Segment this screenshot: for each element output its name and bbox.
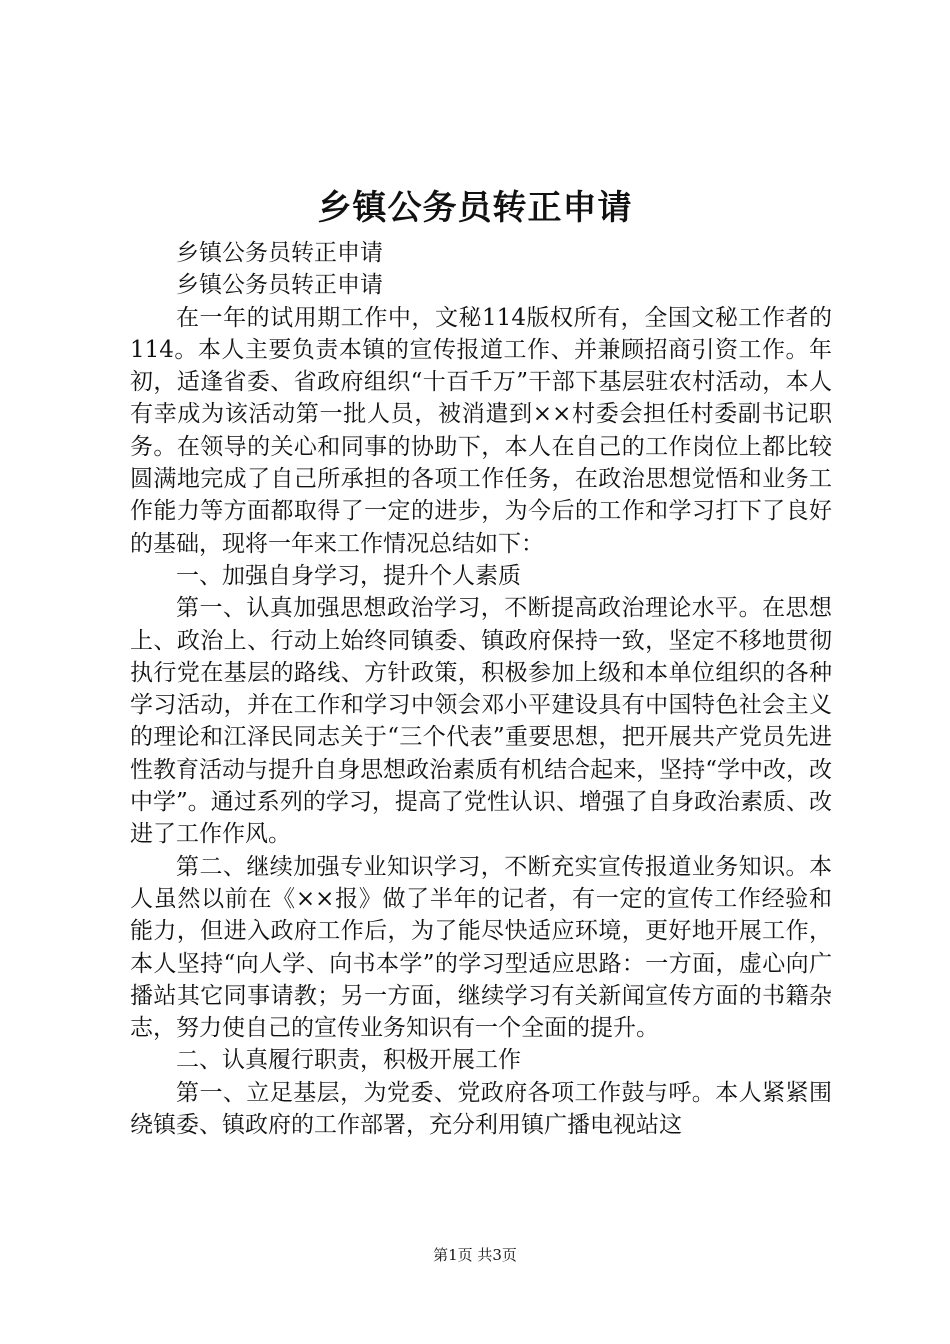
section-heading-2: 二、认真履行职责，积极开展工作 [176, 1047, 521, 1074]
section-heading-1: 一、加强自身学习，提升个人素质 [176, 562, 521, 589]
paragraph-professional-study: 第二、继续加强专业知识学习，不断充实宣传报道业务知识。本人虽然以前在《××报》做了半年的记者，有一定的宣传工作经验和能力，但进入政府工作后，为了能尽快适应环境，更好地开展工作，本人坚持“向人学、向书本学”的学习型适应思路：一方面，虚心向广播站其它同事请教；另一方面，继续学习有关新闻宣传方面的书籍杂志，努力使自己的宣传业务知识有一个全面的提升。 [130, 853, 832, 1042]
paragraph-intro: 在一年的试用期工作中，文秘114版权所有，全国文秘工作者的114。本人主要负责本镇的宣传报道工作、并兼顾招商引资工作。年初，适逢省委、省政府组织“十百千万”干部下基层驻农村活动，本人有幸成为该活动第一批人员，被消遣到××村委会担任村委副书记职务。在领导的关心和同事的协助下，本人在自己的工作岗位上都比较圆满地完成了自己所承担的各项工作任务，在政治思想觉悟和业务工作能力等方面都取得了一定的进步，为今后的工作和学习打下了良好的基础，现将一年来工作情况总结如下： [130, 304, 832, 557]
paragraph-grassroots-work: 第一、立足基层，为党委、党政府各项工作鼓与呼。本人紧紧围绕镇委、镇政府的工作部署，充分利用镇广播电视站这 [130, 1079, 832, 1139]
paragraph-subtitle-2: 乡镇公务员转正申请 [176, 272, 383, 299]
paragraph-political-study: 第一、认真加强思想政治学习，不断提高政治理论水平。在思想上、政治上、行动上始终同镇委、镇政府保持一致，坚定不移地贯彻执行党在基层的路线、方针政策，积极参加上级和本单位组织的各种学习活动，并在工作和学习中领会邓小平建设具有中国特色社会主义的理论和江泽民同志关于“三个代表”重要思想，把开展共产党员先进性教育活动与提升自身思想政治素质有机结合起来，坚持“学中改，改中学”。通过系列的学习，提高了党性认识、增强了自身政治素质、改进了工作作风。 [130, 595, 832, 848]
document-body [130, 237, 832, 1141]
page-number-footer: 第1页 共3页 [433, 1246, 517, 1264]
document-title: 乡镇公务员转正申请 [317, 188, 633, 228]
paragraph-subtitle-1: 乡镇公务员转正申请 [176, 240, 383, 266]
